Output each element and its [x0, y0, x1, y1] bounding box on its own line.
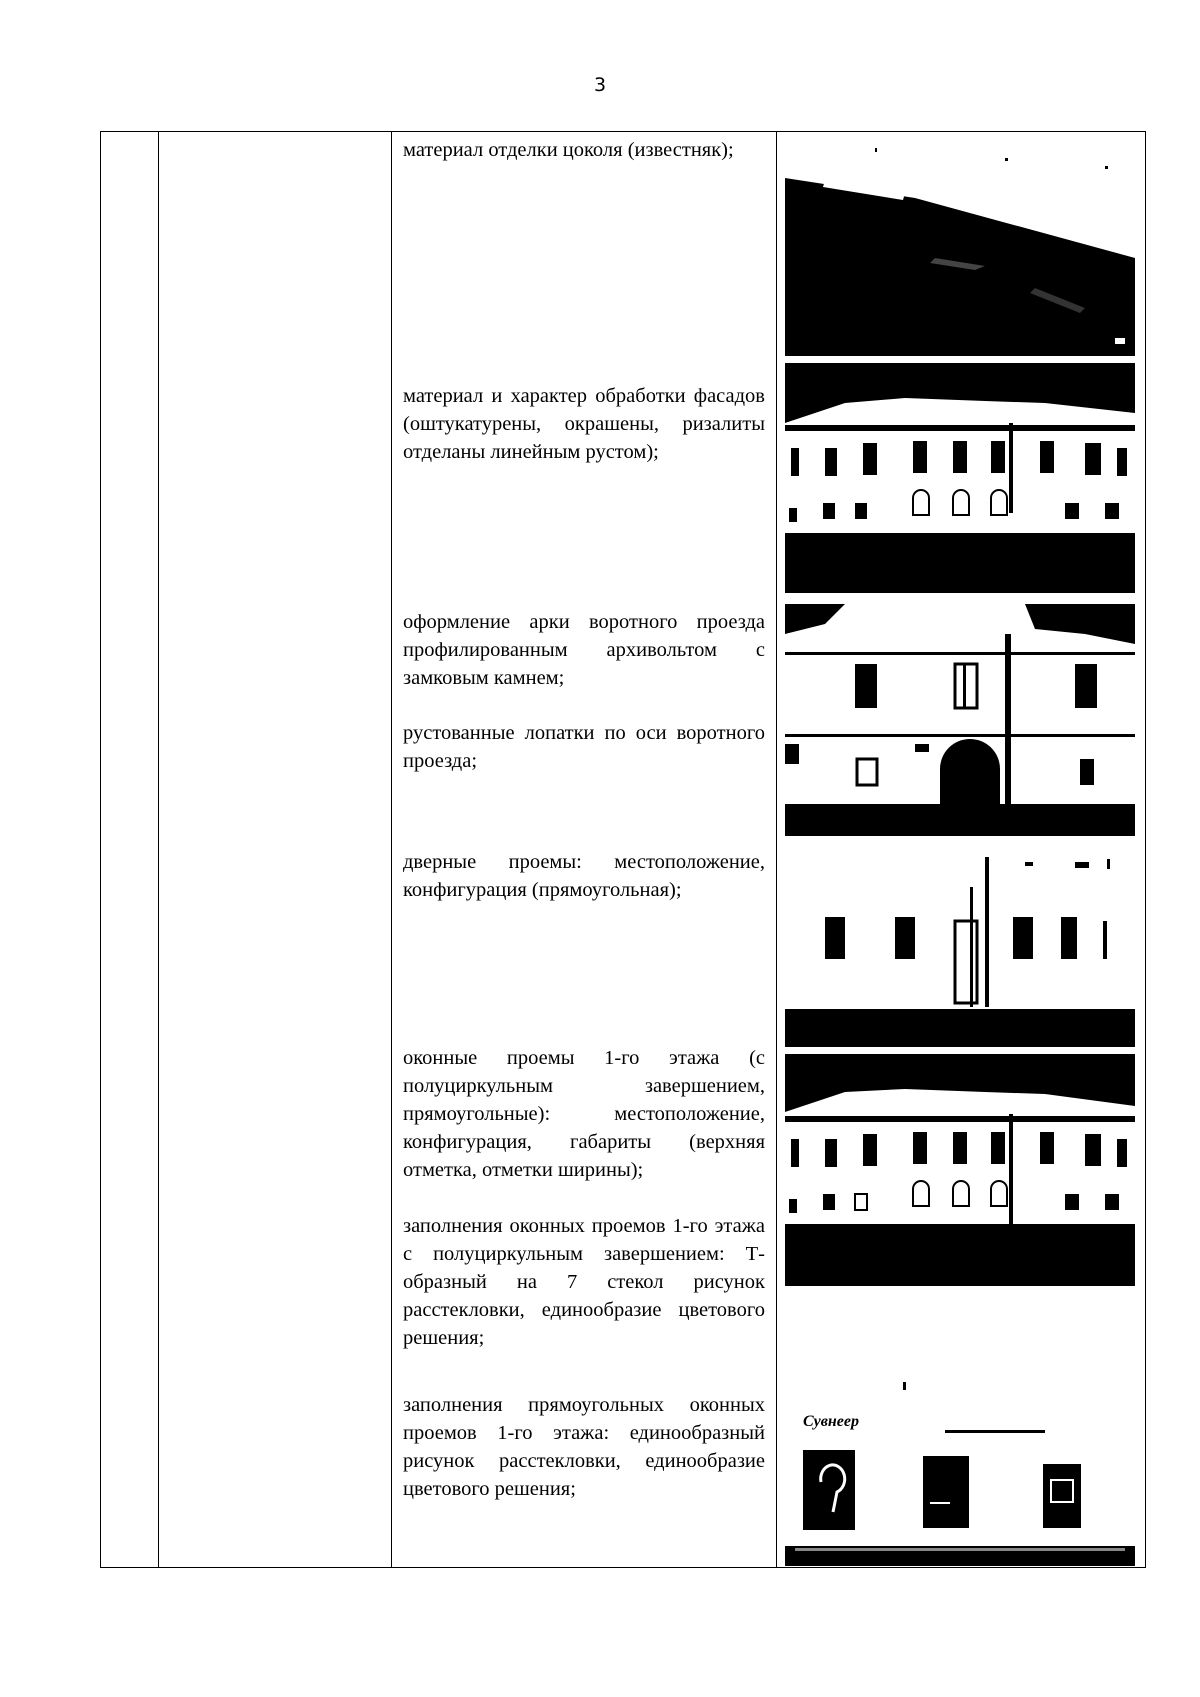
item-text-pilasters: рустованные лопатки по оси воротного проезда;	[403, 722, 765, 772]
photo-facade	[785, 363, 1135, 593]
storefront-sign-text: Сувнеер	[803, 1413, 860, 1430]
item-text-plinth: материал отделки цоколя (известняк);	[403, 139, 734, 161]
photo-storefront	[785, 1372, 1135, 1566]
column-divider	[391, 132, 392, 1567]
column-divider	[158, 132, 159, 1567]
page-number: 3	[593, 74, 607, 96]
photo-windows	[785, 1054, 1135, 1286]
photo-arch	[785, 604, 1135, 836]
column-divider	[776, 132, 777, 1567]
item-text-arch: оформление арки воротного проезда профилированным архивольтом с замковым камнем;	[403, 611, 765, 689]
item-text-arched-window-fill: заполнения оконных проемов 1-го этажа с полуциркульным завершением: Т-образный на 7 стекол рисунок расстекловки, единообразие цветового решения;	[403, 1215, 765, 1349]
item-text-door-openings: дверные проемы: местоположение, конфигурация (прямоугольная);	[403, 851, 765, 901]
item-text-window-openings: оконные проемы 1-го этажа (с полуциркульным завершением, прямоугольные): местоположение, конфигурация, габариты (верхняя отметка, отметки ширины);	[403, 1047, 765, 1181]
document-table	[100, 131, 1146, 1568]
item-text-rect-window-fill: заполнения прямоугольных оконных проемов 1-го этажа: единообразный рисунок расстекловки, единообразие цветового решения;	[403, 1394, 765, 1500]
photo-plinth	[785, 138, 1135, 356]
item-text-facade-material: материал и характер обработки фасадов (оштукатурены, окрашены, ризалиты отделаны линейным рустом);	[403, 385, 765, 463]
photo-doors	[785, 857, 1135, 1047]
